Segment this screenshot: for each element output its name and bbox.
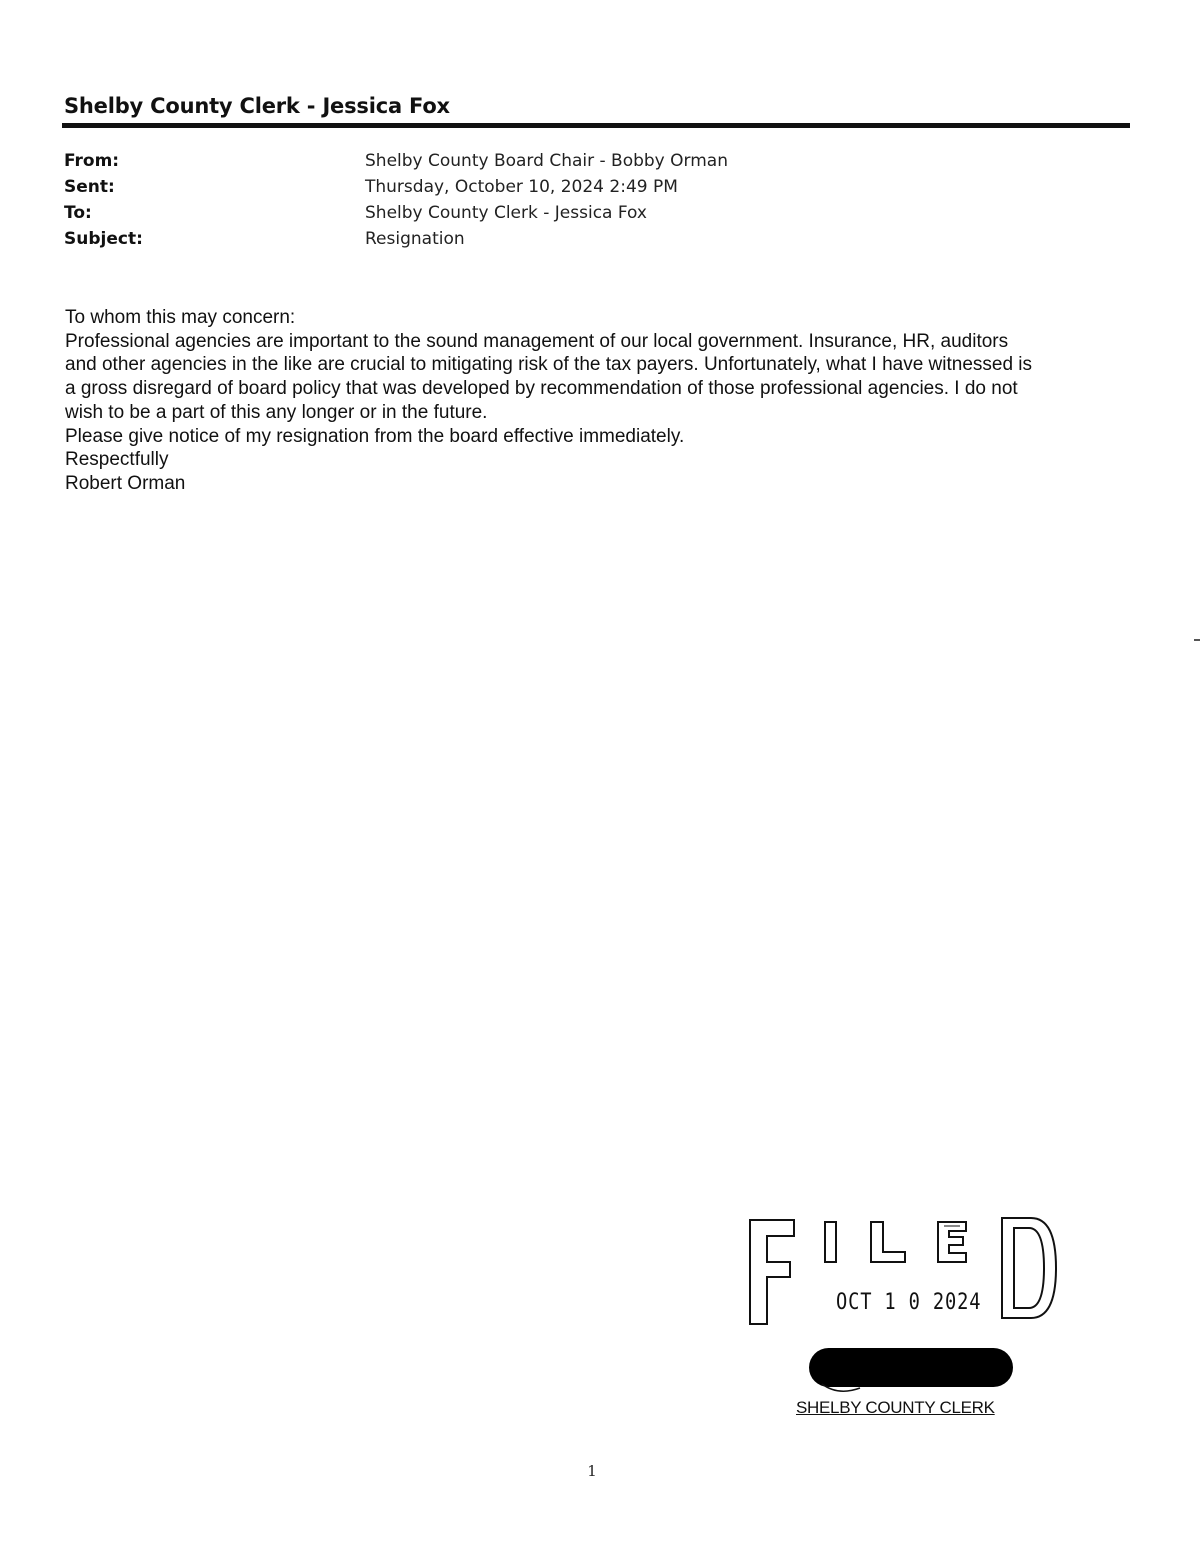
email-body	[65, 306, 1130, 496]
subject-label: Subject:	[64, 229, 143, 249]
redaction-mark	[820, 1380, 870, 1400]
body-line: and other agencies in the like are crucial to mitigating risk of the tax payers. Unfortunately, what I have witnessed is	[65, 354, 1033, 376]
filed-stamp	[746, 1212, 1066, 1332]
sent-label: Sent:	[64, 177, 115, 197]
sent-value: Thursday, October 10, 2024 2:49 PM	[365, 177, 678, 197]
body-line: Professional agencies are important to the sound management of our local government. Insurance, HR, auditors	[65, 330, 1009, 352]
title-divider	[62, 123, 1130, 128]
subject-value: Resignation	[365, 229, 465, 249]
body-line: a gross disregard of board policy that was developed by recommendation of those professional agencies. I do not	[65, 378, 1018, 400]
from-label: From:	[64, 151, 120, 171]
to-value: Shelby County Clerk - Jessica Fox	[365, 203, 647, 223]
body-line: wish to be a part of this any longer or in the future.	[65, 401, 488, 423]
stamp-office: SHELBY COUNTY CLERK	[796, 1398, 995, 1417]
closing: Respectfully	[65, 449, 169, 471]
body-line: To whom this may concern:	[65, 307, 296, 328]
signature: Robert Orman	[65, 472, 186, 494]
page-number: 1	[587, 1462, 597, 1480]
stamp-date: OCT 1 0 2024	[836, 1290, 982, 1315]
from-value: Shelby County Board Chair - Bobby Orman	[365, 151, 728, 171]
to-label: To:	[64, 203, 92, 223]
body-line: Please give notice of my resignation from the board effective immediately.	[65, 425, 685, 447]
scan-mark	[1194, 639, 1200, 641]
mailbox-title: Shelby County Clerk - Jessica Fox	[64, 94, 450, 118]
